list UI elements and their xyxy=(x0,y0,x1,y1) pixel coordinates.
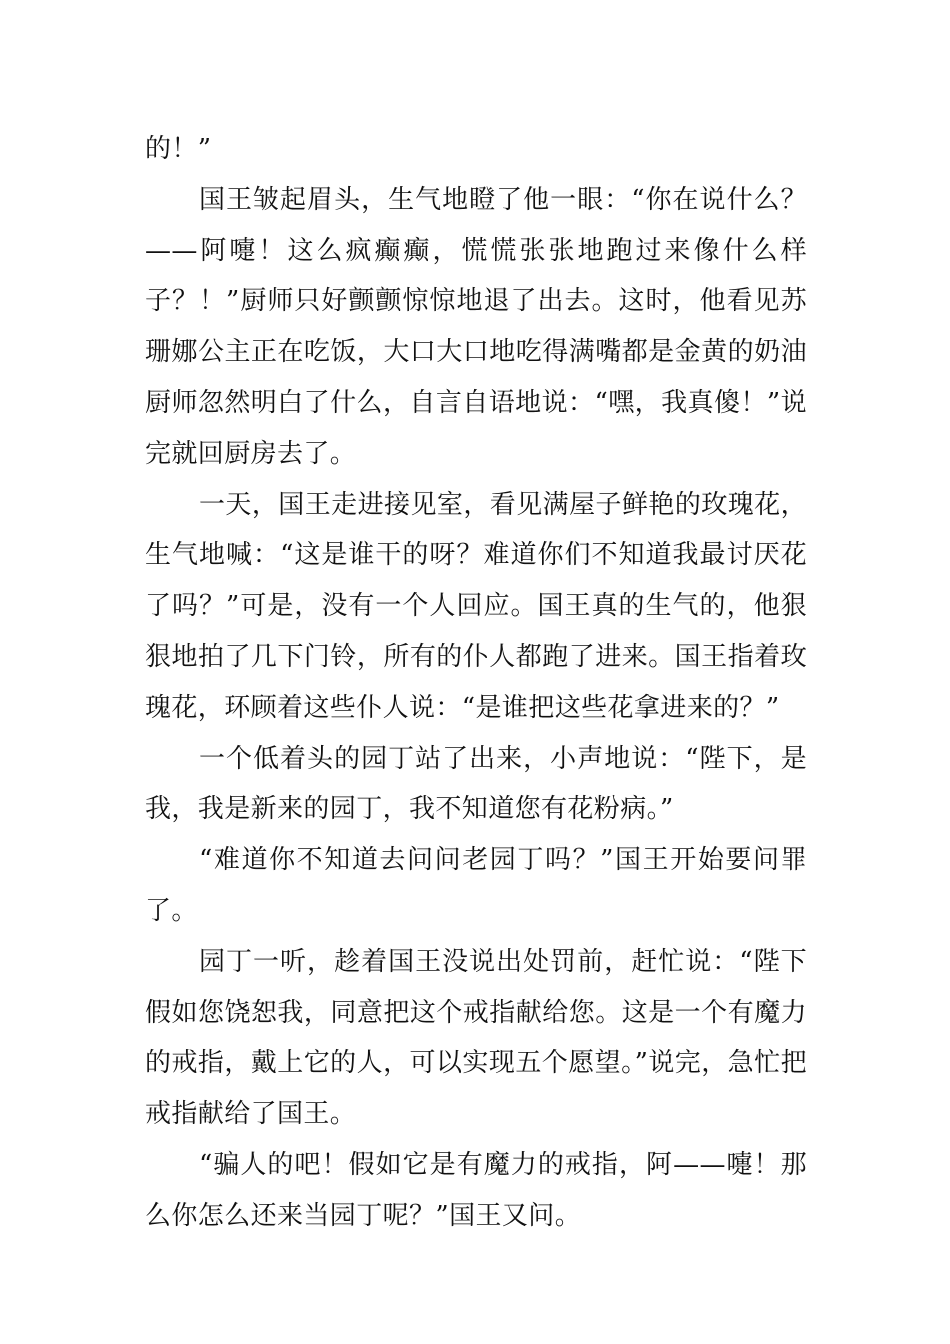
paragraph-5: “难道你不知道去问问老园丁吗？”国王开始要问罪了。 xyxy=(145,845,807,926)
paragraph-6: 园丁一听，趁着国王没说出处罚前，赶忙说：“陛下假如您饶恕我，同意把这个戒指献给您。这是一个有魔力的戒指，戴上它的人，可以实现五个愿望。”说完，急忙把戒指献给了国王。 xyxy=(145,946,807,1130)
body-text xyxy=(145,124,807,1242)
paragraph-1: 的！” xyxy=(145,134,212,164)
paragraph-2: 国王皱起眉头，生气地瞪了他一眼：“你在说什么？——阿嚏！这么疯癫癫，慌慌张张地跑过来像什么样子？！”厨师只好颤颤惊惊地退了出去。这时，他看见苏珊娜公主正在吃饭，大口大口地吃得满嘴都是金黄的奶油厨师忽然明白了什么，自言自语地说：“嘿，我真傻！”说完就回厨房去了。 xyxy=(145,184,807,469)
paragraph-3: 一天，国王走进接见室，看见满屋子鲜艳的玫瑰花，生气地喊：“这是谁干的呀？难道你们不知道我最讨厌花了吗？”可是，没有一个人回应。国王真的生气的，他狠狠地拍了几下门铃，所有的仆人都跑了进来。国王指着玫瑰花，环顾着这些仆人说：“是谁把这些花拿进来的？” xyxy=(145,489,807,723)
paragraph-7: “骗人的吧！假如它是有魔力的戒指，阿——嚏！那么你怎么还来当园丁呢？”国王又问。 xyxy=(145,1149,807,1231)
paragraph-4: 一个低着头的园丁站了出来，小声地说：“陛下，是我，我是新来的园丁，我不知道您有花粉病。” xyxy=(145,743,807,825)
